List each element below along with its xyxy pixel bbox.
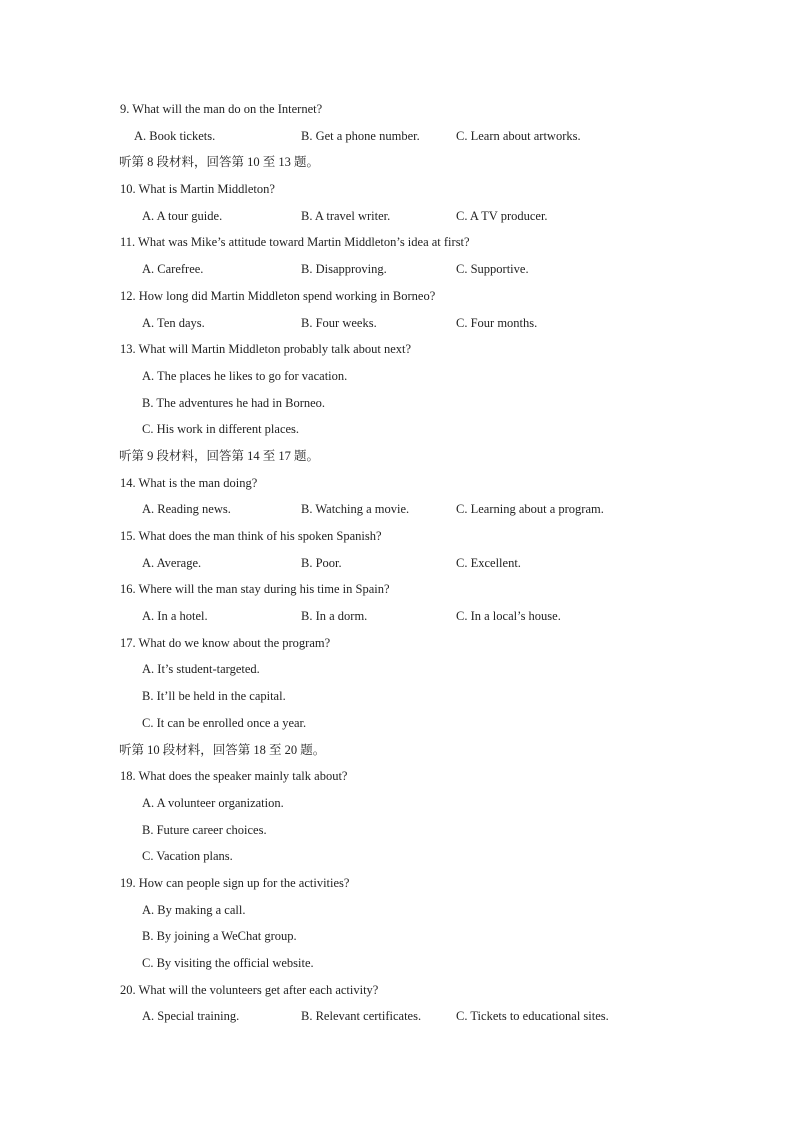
option-row bbox=[0, 790, 794, 817]
question-stem: 9. What will the man do on the Internet? bbox=[120, 102, 323, 116]
answer-option: C. Learn about artworks. bbox=[456, 128, 581, 143]
answer-option: B. Poor. bbox=[301, 555, 342, 570]
option-row bbox=[0, 310, 794, 337]
answer-option: A. Carefree. bbox=[142, 262, 204, 277]
option-row bbox=[0, 923, 794, 950]
option-row bbox=[0, 550, 794, 577]
answer-option: B. Watching a movie. bbox=[301, 502, 410, 517]
answer-option: C. It can be enrolled once a year. bbox=[142, 715, 307, 730]
answer-option: B. Four weeks. bbox=[301, 315, 377, 330]
option-row bbox=[0, 603, 794, 630]
exam-page bbox=[0, 96, 794, 1030]
question-stem: 15. What does the man think of his spoken Spanish? bbox=[120, 529, 382, 543]
answer-option: C. Supportive. bbox=[456, 262, 529, 277]
question-stem: 13. What will Martin Middleton probably talk about next? bbox=[120, 342, 412, 357]
option-row bbox=[0, 390, 794, 417]
answer-option: B. Disapproving. bbox=[301, 262, 387, 277]
question-stem: 14. What is the man doing? bbox=[120, 475, 258, 490]
option-row bbox=[0, 416, 794, 443]
section-instruction: 听第 8 段材料，回答第 10 至 13 题。 bbox=[119, 155, 320, 170]
option-row bbox=[0, 496, 794, 523]
answer-option: A. A tour guide. bbox=[142, 208, 223, 223]
answer-option: A. Special training. bbox=[142, 1009, 240, 1024]
question-stem: 11. What was Mike’s attitude toward Martin Middleton’s idea at first? bbox=[120, 235, 470, 250]
section-instruction: 听第 9 段材料，回答第 14 至 17 题。 bbox=[119, 448, 320, 463]
answer-option: C. Vacation plans. bbox=[142, 849, 233, 864]
question-stem: 18. What does the speaker mainly talk about? bbox=[120, 769, 348, 784]
answer-option: A. Average. bbox=[142, 555, 202, 570]
option-row bbox=[0, 950, 794, 977]
answer-option: A. The places he likes to go for vacation. bbox=[142, 368, 348, 383]
answer-option: B. Future career choices. bbox=[142, 822, 267, 837]
answer-option: C. A TV producer. bbox=[456, 208, 548, 223]
question-stem: 10. What is Martin Middleton? bbox=[120, 182, 275, 197]
answer-option: B. A travel writer. bbox=[301, 208, 391, 223]
answer-option: A. Ten days. bbox=[142, 315, 205, 330]
answer-option: A. By making a call. bbox=[142, 902, 246, 917]
option-row bbox=[0, 656, 794, 683]
option-row bbox=[0, 256, 794, 283]
answer-option: A. It’s student-targeted. bbox=[142, 662, 260, 677]
option-row bbox=[0, 203, 794, 230]
answer-option: C. Learning about a program. bbox=[456, 502, 604, 517]
answer-option: A. In a hotel. bbox=[142, 609, 208, 624]
option-row bbox=[0, 843, 794, 870]
option-row bbox=[0, 1003, 794, 1030]
option-row bbox=[0, 817, 794, 844]
question-stem: 20. What will the volunteers get after each activity? bbox=[120, 982, 379, 997]
answer-option: B. It’ll be held in the capital. bbox=[142, 689, 286, 704]
question-stem: 19. How can people sign up for the activities? bbox=[120, 875, 350, 890]
answer-option: A. A volunteer organization. bbox=[142, 795, 284, 810]
answer-option: A. Book tickets. bbox=[134, 128, 216, 143]
answer-option: A. Reading news. bbox=[142, 502, 231, 517]
answer-option: B. Get a phone number. bbox=[301, 128, 420, 143]
answer-option: B. In a dorm. bbox=[301, 609, 368, 624]
question-stem: 12. How long did Martin Middleton spend working in Borneo? bbox=[120, 288, 436, 303]
option-row bbox=[0, 363, 794, 390]
question-stem: 17. What do we know about the program? bbox=[120, 635, 331, 650]
answer-option: C. Excellent. bbox=[456, 555, 521, 570]
question-stem: 16. Where will the man stay during his time in Spain? bbox=[120, 582, 390, 597]
option-row bbox=[0, 123, 794, 150]
option-row bbox=[0, 710, 794, 737]
answer-option: B. Relevant certificates. bbox=[301, 1009, 422, 1024]
option-row bbox=[0, 683, 794, 710]
answer-option: B. By joining a WeChat group. bbox=[142, 929, 297, 944]
option-row bbox=[0, 897, 794, 924]
answer-option: C. In a local’s house. bbox=[456, 609, 561, 624]
answer-option: B. The adventures he had in Borneo. bbox=[142, 395, 326, 410]
answer-option: C. Four months. bbox=[456, 315, 538, 330]
answer-option: C. By visiting the official website. bbox=[142, 956, 314, 970]
section-instruction: 听第 10 段材料，回答第 18 至 20 题。 bbox=[119, 742, 326, 757]
answer-option: C. Tickets to educational sites. bbox=[456, 1009, 609, 1024]
answer-option: C. His work in different places. bbox=[142, 422, 300, 437]
